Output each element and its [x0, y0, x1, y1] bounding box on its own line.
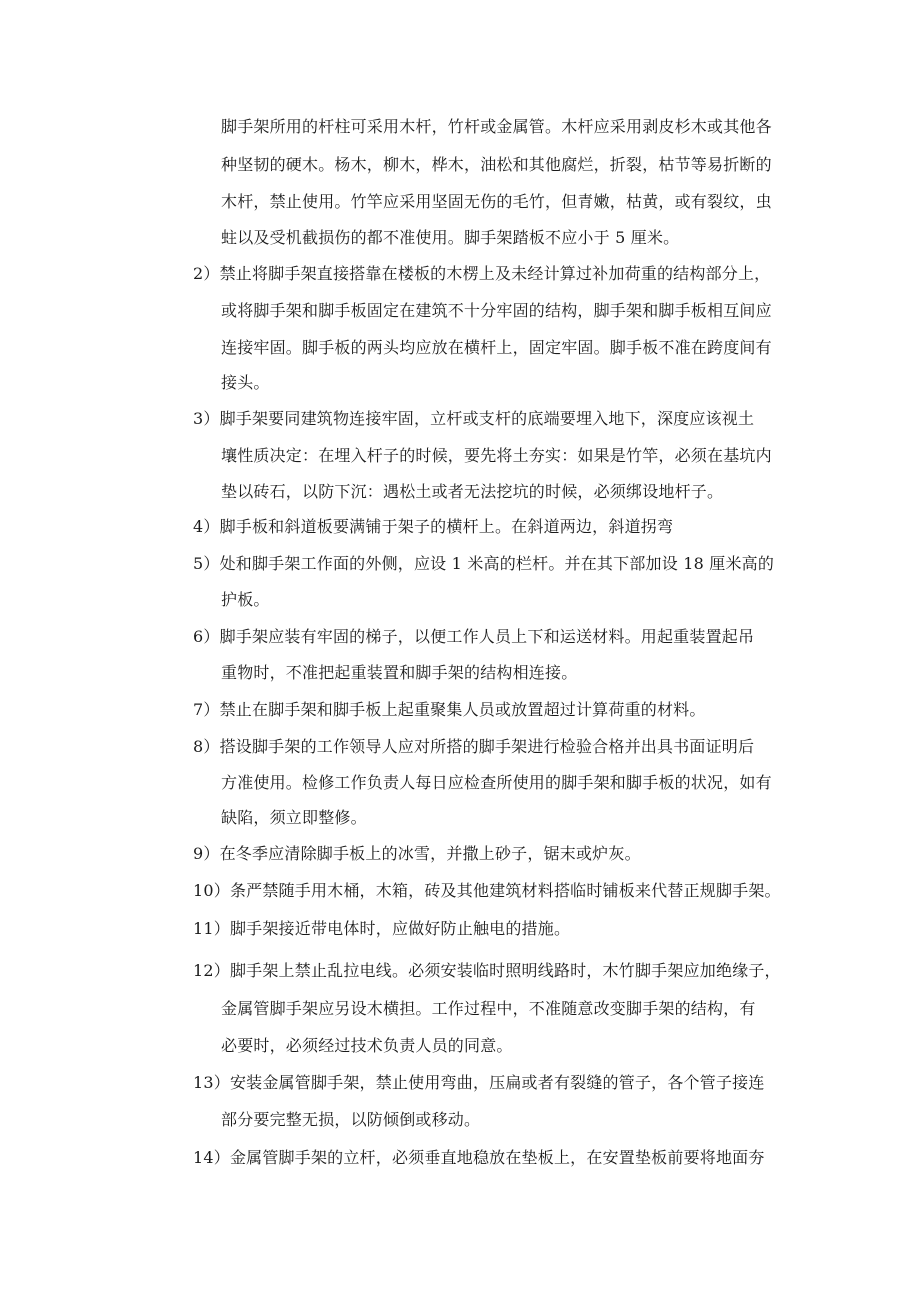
- list-item-8: 8）搭设脚手架的工作领导人应对所搭的脚手架进行检验合格并出具书面证明后: [193, 737, 755, 756]
- list-item-13: 13）安装金属管脚手架，禁止使用弯曲，压扁或者有裂缝的管子，各个管子接连: [193, 1073, 765, 1092]
- list-item-3: 3）脚手架要同建筑物连接牢固，立杆或支杆的底端要埋入地下，深度应该视土: [193, 409, 755, 428]
- text-line: 连接牢固。脚手板的两头均应放在横杆上，固定牢固。脚手板不准在跨度间有: [221, 338, 772, 357]
- list-item-5: 5）处和脚手架工作面的外侧，应设 1 米高的栏杆。并在其下部加设 18 厘米高的: [193, 554, 775, 573]
- text-line: 蛀以及受机截损伤的都不准使用。脚手架踏板不应小于 5 厘米。: [221, 228, 680, 247]
- list-item-7: 7）禁止在脚手架和脚手板上起重聚集人员或放置超过计算荷重的材料。: [193, 700, 706, 719]
- text-line: 壤性质决定：在埋入杆子的时候，要先将土夯实：如果是竹竿，必须在基坑内: [221, 446, 772, 465]
- text-line: 或将脚手架和脚手板固定在建筑不十分牢固的结构，脚手架和脚手板相互间应: [221, 301, 772, 320]
- text-line: 护板。: [221, 590, 270, 609]
- list-item-2: 2）禁止将脚手架直接搭靠在楼板的木楞上及未经计算过补加荷重的结构部分上，: [193, 264, 771, 283]
- text-line: 脚手架所用的杆柱可采用木杆，竹杆或金属管。木杆应采用剥皮杉木或其他各: [221, 117, 772, 136]
- list-item-9: 9）在冬季应清除脚手板上的冰雪，并撒上砂子，锯末或炉灰。: [193, 844, 641, 863]
- list-item-14: 14）金属管脚手架的立杆，必须垂直地稳放在垫板上，在安置垫板前要将地面夯: [193, 1148, 765, 1167]
- text-line: 缺陷，须立即整修。: [221, 808, 367, 827]
- text-line: 必要时，必须经过技术负责人员的同意。: [221, 1036, 513, 1055]
- list-item-12: 12）脚手架上禁止乱拉电线。必须安装临时照明线路时，木竹脚手架应加绝缘子，: [193, 961, 781, 980]
- text-line: 接头。: [221, 373, 270, 392]
- list-item-11: 11）脚手架接近带电体时，应做好防止触电的措施。: [193, 919, 571, 938]
- text-line: 木杆，禁止使用。竹竿应采用坚固无伤的毛竹，但青嫩，枯黄，或有裂纹，虫: [221, 192, 772, 211]
- text-line: 重物时，不准把起重装置和脚手架的结构相连接。: [221, 663, 578, 682]
- text-line: 垫以砖石，以防下沉：遇松土或者无法挖坑的时候，必须绑设地杆子。: [221, 482, 724, 501]
- text-line: 部分要完整无损，以防倾倒或移动。: [221, 1110, 481, 1129]
- list-item-10: 10）条严禁随手用木桶，木箱，砖及其他建筑材料搭临时铺板来代替正规脚手架。: [193, 881, 781, 900]
- text-line: 金属管脚手架应另设木横担。工作过程中，不准随意改变脚手架的结构，有: [221, 999, 756, 1018]
- text-line: 方准使用。检修工作负责人每日应检查所使用的脚手架和脚手板的状况，如有: [221, 773, 772, 792]
- list-item-4: 4）脚手板和斜道板要满铺于架子的横杆上。在斜道两边，斜道拐弯: [193, 517, 674, 536]
- list-item-6: 6）脚手架应装有牢固的梯子，以便工作人员上下和运送材料。用起重装置起吊: [193, 627, 755, 646]
- text-line: 种坚韧的硬木。杨木，柳木，桦木，油松和其他腐烂，折裂，枯节等易折断的: [221, 155, 772, 174]
